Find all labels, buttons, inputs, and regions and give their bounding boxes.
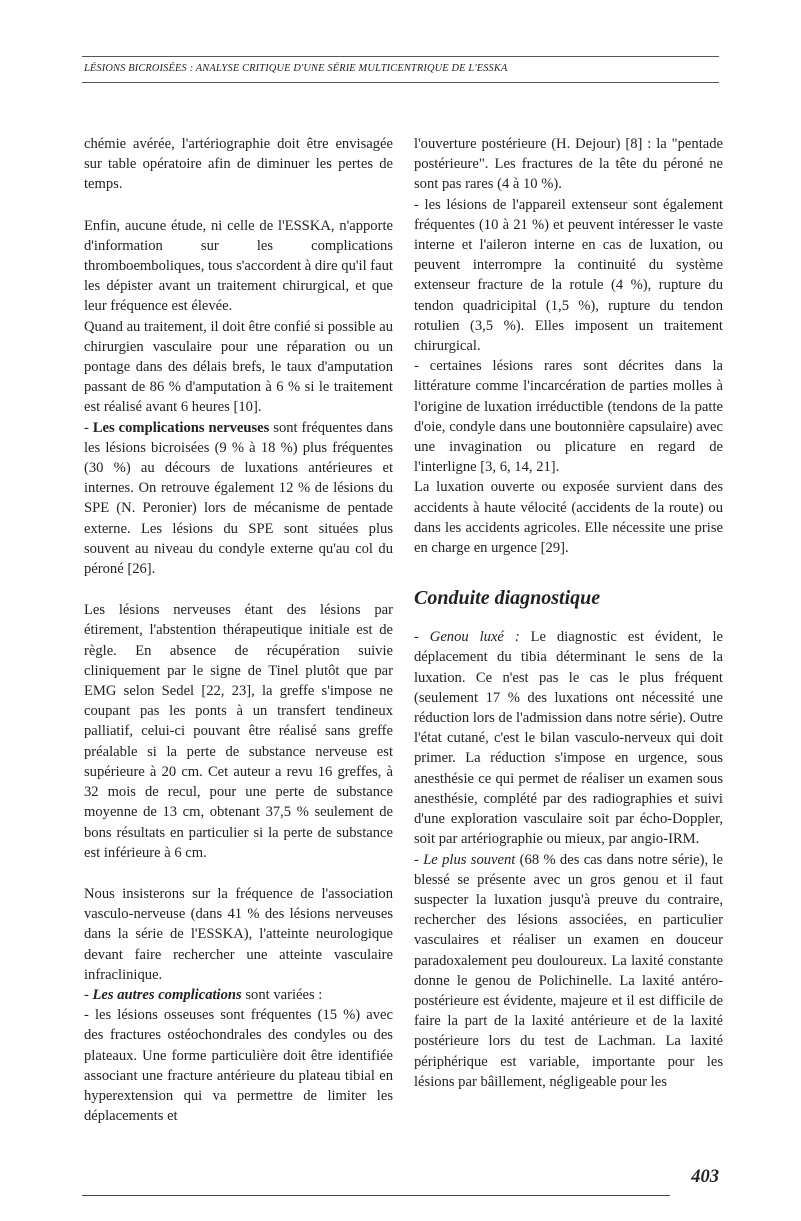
paragraph-vasculo-nervous: Nous insisterons sur la fréquence de l'association vasculo-nerveuse (dans 41 % des lésions nerveuses dans la série de l'ESSKA), l'atteinte neurologique devant faire rechercher une atteinte vasculaire infraclinique. [84, 885, 393, 983]
paragraph-open-luxation: La luxation ouverte ou exposée survient dans des accidents à haute vélocité (accidents de la route) ou dans les accidents agricoles. Elle nécessite une prise en charge en urgence [29]. [414, 479, 723, 557]
paragraph-other-complications [84, 985, 393, 1005]
paragraph-bone-lesions: - les lésions osseuses sont fréquentes (15 %) avec des fractures ostéochondrales des condyles ou des plateaux. Une forme particulière doit être identifiée associant une fracture antérieure du plateau tibial en hyperextension qui va permettre de limiter les déplacements et [84, 1007, 393, 1125]
paragraph-dislocated-knee [414, 627, 723, 849]
footer-rule [82, 1195, 670, 1196]
right-column [414, 134, 723, 1092]
paragraph-nerve-complications [84, 418, 393, 580]
paragraph-rare-lesions: - certaines lésions rares sont décrites dans la littérature comme l'incarcération de parties molles à l'origine de luxation irréductible (tendons de la patte d'oie, condyle dans une boutonnière capsulaire) avec une invagination ou plicature en regard de l'interligne [3, 6, 14, 21]. [414, 358, 723, 476]
other-complications-text: sont variées : [241, 986, 323, 1003]
most-often-heading: Le plus souvent [423, 851, 516, 868]
bullet-dash: - [414, 851, 424, 868]
header-rule [82, 82, 719, 83]
left-column [84, 134, 393, 1126]
nerve-complications-text: sont fréquentes dans les lésions bicroisées (9 % à 18 %) plus fréquentes (30 %) au décours de luxations antérieures et internes. On retrouve également 12 % de lésions du SPE (N. Peronier) lors de mécanisme de pentade externe. Les lésions du SPE sont situées plus souvent au niveau du condyle externe qu'au col du péroné [26]. [84, 419, 393, 578]
dislocated-knee-heading: Genou luxé : [429, 629, 520, 646]
other-complications-heading: Les autres complications [92, 986, 242, 1003]
most-often-text: (68 % des cas dans notre série), le blessé se présente avec un gros genou et il faut suspecter la luxation jusqu'à preuve du contraire, rechercher des lésions associées, en particulier vasculaires et réaliser un examen en douceur paradoxalement peu douloureux. La laxité constante donne le genou de Polichinelle. La laxité antéro-postérieure est évidente, majeure et il est difficile de faire la part de la laxité antérieure et de la laxité postérieure lors du test de Lachman. La laxité périphérique est variable, importante pour les lésions par bâillement, négligeable pour les [414, 851, 723, 1090]
paragraph-nerve-lesions: Les lésions nerveuses étant des lésions par étirement, l'abstention thérapeutique initiale est de règle. En absence de récupération suivie cliniquement par le signe de Tinel plutôt que par EMG selon Sedel [22, 23], la greffe s'impose ne coupant pas les ponts à un transfert tendineux palliatif, celui-ci pouvant être réalisé sans greffe préalable si la perte de substance nerveuse est supérieure à 20 cm. Cet auteur a revu 16 greffes, à 32 mois de recul, pour une perte de substance moyenne de 13 cm, obtenant 37,5 % seulement de bons résultats en particulier si la perte de substance est inférieure à 6 cm. [84, 602, 393, 861]
paragraph-extensor-lesions: - les lésions de l'appareil extenseur sont également fréquentes (10 à 21 %) et peuvent intéresser le vaste interne et l'aileron interne en cas de luxation, ou peuvent interrompre la continuité du système extenseur fracture de la rotule (4 %), rupture du tendon quadricipital (1,5 %), rupture du tendon rotulien (3,5 %). Elles imposent un traitement chirurgical. [414, 196, 723, 355]
bullet-dash: - [414, 629, 430, 646]
top-rule [82, 56, 719, 57]
running-head: LÉSIONS BICROISÉES : ANALYSE CRITIQUE D'UNE SÉRIE MULTICENTRIQUE DE L'ESSKA [84, 63, 508, 74]
page-number: 403 [691, 1167, 719, 1187]
paragraph-treatment: Quand au traitement, il doit être confié si possible au chirurgien vasculaire pour une réparation ou un pontage dans des délais brefs, le taux d'amputation passant de 86 % d'amputation à 6 % si le traitement est réalisé avant 6 heures [10]. [84, 318, 393, 416]
bullet-dash: - [84, 986, 93, 1003]
paragraph-most-often [414, 850, 723, 1092]
section-title: Conduite diagnostique [414, 587, 601, 610]
paragraph-thromboembolic: Enfin, aucune étude, ni celle de l'ESSKA, n'apporte d'information sur les complications thromboemboliques, tous s'accordent à dire qu'il faut les dépister avant un traitement chirurgical, et que leur fréquence est élevée. [84, 217, 393, 315]
bullet-dash: - [84, 419, 93, 436]
paragraph-posterior-opening: l'ouverture postérieure (H. Dejour) [8] : la "pentade postérieure". Les fractures de la tête du péroné ne sont pas rares (4 à 10 %). [414, 136, 723, 193]
paragraph-ischemia: chémie avérée, l'artériographie doit être envisagée sur table opératoire afin de diminuer les pertes de temps. [84, 136, 393, 193]
dislocated-knee-text: Le diagnostic est évident, le déplacement du tibia déterminant le sens de la luxation. Ce n'est pas le cas le plus fréquent (seulement 17 % des luxations ont nécessité une réduction lors de l'admission dans notre série). Outre l'état cutané, c'est le bilan vasculo-nerveux qui doit primer. La réduction s'impose en urgence, sous anesthésie ce qui permet de réaliser un examen sous anesthésie, complété par des radiographies et suivi d'une exploration vasculaire soit par écho-Doppler, soit par artériographie ou mieux, par angio-IRM. [414, 629, 723, 848]
nerve-complications-heading: Les complications nerveuses [92, 419, 270, 436]
